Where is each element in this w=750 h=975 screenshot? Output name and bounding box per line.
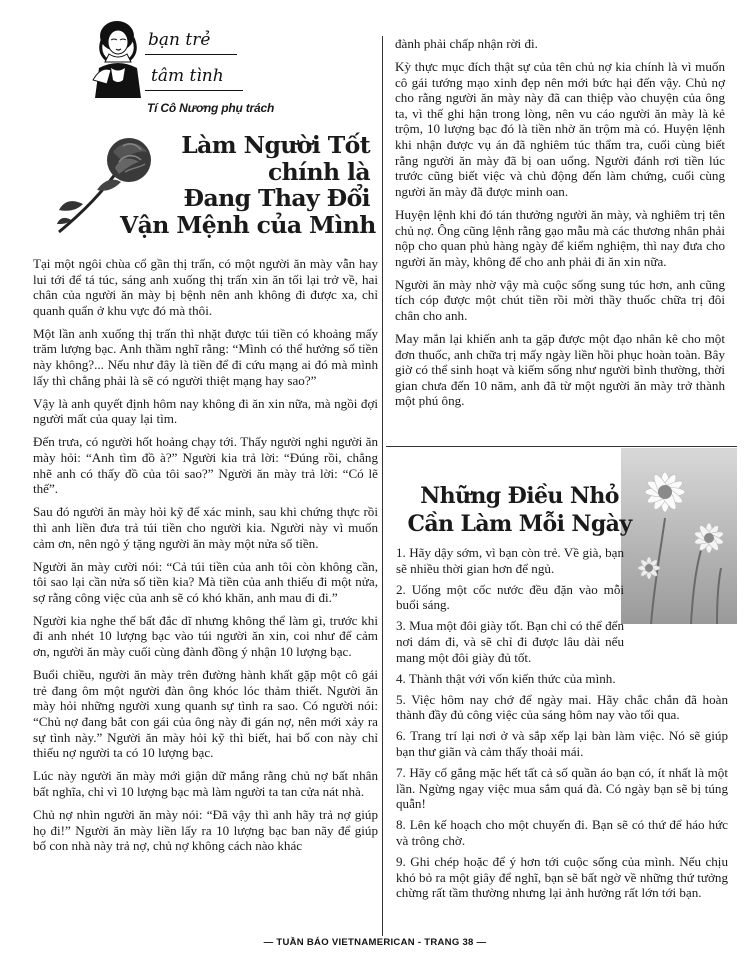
- paragraph: Người ăn mày nhờ vậy mà cuộc sống sung túc hơn, anh cũng tích cóp được một chút tiền rồi mời thầy thuốc chữa trị đôi chân cho anh.: [395, 276, 725, 323]
- paragraph: Tại một ngôi chùa cổ gần thị trấn, có một người ăn mày vẫn hay lui tới để tá túc, sáng anh xuống thị trấn xin ăn tối lại trở về, hai chân của người ăn mày bị bệnh nên anh không đi được xa, chỉ quanh quẩn ở khu vực đó mà thôi.: [33, 256, 378, 318]
- list-item: 8. Lên kế hoạch cho một chuyến đi. Bạn sẽ có thứ để háo hức và trông chờ.: [396, 817, 728, 848]
- article1-continued: [395, 36, 725, 409]
- list-item: 3. Mua một đôi giày tốt. Bạn chỉ có thể đến nơi dám đi, và sẽ chỉ đi được lâu dài nếu mang một đôi giày đủ tốt.: [396, 618, 624, 665]
- article2-headline: [402, 482, 637, 538]
- right-column: [395, 36, 725, 417]
- headline-line: Đang Thay Đổi: [183, 184, 370, 212]
- paragraph: Lúc này người ăn mày mới giận dữ mắng rằng chủ nợ bất nhân bất nghĩa, chỉ vì 10 lượng bạc mà làm người ta tan cửa nát nhà.: [33, 768, 378, 799]
- article1-body: [33, 256, 378, 854]
- tips-list: [396, 545, 728, 906]
- left-column: [33, 18, 378, 861]
- list-item: 6. Trang trí lại nơi ở và sắp xếp lại bàn làm việc. Nó sẽ giúp bạn thư giãn và cảm thấy thoải mái.: [396, 728, 728, 760]
- list-item: 5. Việc hôm nay chớ để ngày mai. Hãy chắc chắn đã hoàn thành đầy đủ công việc của sáng hôm nay vào tối qua.: [396, 691, 728, 723]
- column-title-line1: bạn trẻ: [148, 30, 211, 50]
- list-item: 1. Hãy dậy sớm, vì bạn còn trẻ. Về già, bạn sẽ nhiều thời gian hơn để ngủ.: [396, 545, 624, 576]
- list-item: 4. Thành thật với vốn kiến thức của mình.: [396, 670, 616, 686]
- headline-line: chính là: [267, 157, 370, 186]
- woman-illustration: [89, 18, 147, 98]
- paragraph: Người kia nghe thế bất đắc dĩ nhưng không thể làm gì, trước khi đi anh nhét 10 lượng bạc vào túi người ăn xin, coi như để cảm ơn, người ăn mày cuối cùng đành đồng ý nhận 10 lượng bạc.: [33, 612, 378, 660]
- list-item: 9. Ghi chép hoặc để ý hơn tới cuộc sống của mình. Nếu chịu khó bỏ ra một giây để nghĩ, bạn sẽ bất ngờ về những thứ tưởng chừng rất tầm thường nhưng lại ảnh hưởng rất lớn tới bạn.: [396, 854, 728, 901]
- column-masthead: [33, 18, 378, 126]
- paragraph: Đến trưa, có người hốt hoảng chạy tới. Thấy người nghi người ăn mày hỏi: “Anh tìm đồ à?” Người kia trả lời: “Đúng rồi, chẳng nhẽ anh có thấy đồ của tôi sao?” Người ăn mày trả lời: “Có lẽ thế”.: [33, 434, 378, 497]
- paragraph: Buổi chiều, người ăn mày trên đường hành khất gặp một cô gái trẻ đang ôm một người đàn ông khóc lóc thảm thiết. Người ăn mày hỏi những người xung quanh sự tình ra sao. Có người nói: “Chủ nợ đang bắt con gái của ông này đi gán nợ, nên mới xảy ra sự tình này.” Người ăn mày hỏi kỹ thì biết, hai bố con này chỉ thiếu nợ người ta có 10 lượng bạc.: [33, 667, 378, 761]
- headline-line: Cần Làm Mỗi Ngày: [407, 511, 632, 537]
- list-item: 7. Hãy cố gắng mặc hết tất cả số quần áo bạn có, ít nhất là một lần. Ngừng ngay việc mua sắm quá đà. Có ngày bạn sẽ bị túng quẫn!: [396, 765, 728, 812]
- paragraph: Kỳ thực mục đích thật sự của tên chủ nợ kia chính là vì muốn cô gái tướng mạo xinh đẹp nên mới bức hại đến vậy. Chủ nợ cho rằng người ăn mày này đã can thiệp vào chuyện của ông ta, vì thế ghi hận trong lòng, nên vu cáo người ăn mày là kẻ trộm, 10 lượng bạc đó là tiền nhờ ăn trộm mà có. Huyện lệnh khi nhận được vụ án đã nghiêm túc thẩm tra, cuối cùng biết rằng người ăn mày đã bị oan uổng. Người đánh rơi tiền lúc trước cũng biết việc và chủ động đến làm chứng, cuối cùng người ăn mày đã được minh oan.: [395, 59, 725, 199]
- column-editor: Tí Cô Nương phụ trách: [147, 101, 275, 115]
- headline-line: Những Điều Nhỏ: [420, 483, 619, 509]
- section-divider: [386, 446, 737, 447]
- article1-header: [33, 126, 378, 256]
- paragraph: May mắn lại khiến anh ta gặp được một đạo nhân kê cho một đơn thuốc, anh chữa trị mấy ngày liền hồi phục hoàn toàn. Bây giờ có thể sinh hoạt và kiếm sống như người bình thường, thời gian chưa đến 10 năm, anh đã từ một người ăn mày trở thành một phú ông.: [395, 331, 725, 409]
- title-underline: [145, 54, 237, 55]
- paragraph: đành phải chấp nhận rời đi.: [395, 36, 538, 51]
- article2: [386, 446, 737, 934]
- paragraph: Vậy là anh quyết định hôm nay không đi ăn xin nữa, mà ngồi đợi người mất của quay lại tìm.: [33, 395, 378, 427]
- column-title-line2: tâm tình: [151, 66, 224, 86]
- paragraph: Sau đó người ăn mày hỏi kỹ để xác minh, sau khi chứng thực rồi thì anh liền đưa trả túi tiền cho người kia. Người này vì muốn cảm ơn, nên ngỏ ý tặng người ăn mày một nửa số tiền.: [33, 504, 378, 551]
- list-item: 2. Uống một cốc nước đều đặn vào mỗi buổi sáng.: [396, 581, 624, 613]
- headline-line: Vận Mệnh của Mình: [120, 210, 376, 239]
- column-divider: [382, 36, 383, 936]
- article1-headline: [120, 131, 376, 239]
- paragraph: Chủ nợ nhìn người ăn mày nói: “Đã vậy thì anh hãy trả nợ giúp họ đi!” Người ăn mày liền lấy ra 10 lượng bạc ban nãy để giúp bố con nhà này trả nợ, chủ nợ không cách nào khác: [33, 806, 378, 854]
- paragraph: Huyện lệnh khi đó tán thưởng người ăn mày, và nghiêm trị tên chủ nợ. Ông cũng lệnh rằng gạo mẫu mà các thương nhân phải nộp cho quan phủ hàng ngày để kiểm nghiệm, thì nay đưa cho người ăn mày, không để cho anh phải đi ăn xin nữa.: [395, 206, 725, 269]
- headline-line: Làm Người Tốt: [181, 131, 370, 159]
- title-underline: [145, 90, 243, 91]
- paragraph: Người ăn mày cười nói: “Cả túi tiền của anh tôi còn không cần, tôi sao lại cần nửa số tiền kia? Mà tiền của anh thiếu đi một nửa, sợ rằng công việc của anh sẽ có khó khăn, anh mau đi đi.”: [33, 558, 378, 605]
- paragraph: Một lần anh xuống thị trấn thì nhặt được túi tiền có khoảng mấy trăm lượng bạc. Anh thầm nghĩ rằng: “Mình có thể hưởng số tiền này không?... Nếu như đây là tiền để đi cứu mạng ai đó mà mình lấy thì chẳng phải là sẽ có người thiệt mạng hay sao?”: [33, 325, 378, 388]
- page-footer: — TUẦN BÁO VIETNAMERICAN - TRANG 38 —: [263, 937, 487, 948]
